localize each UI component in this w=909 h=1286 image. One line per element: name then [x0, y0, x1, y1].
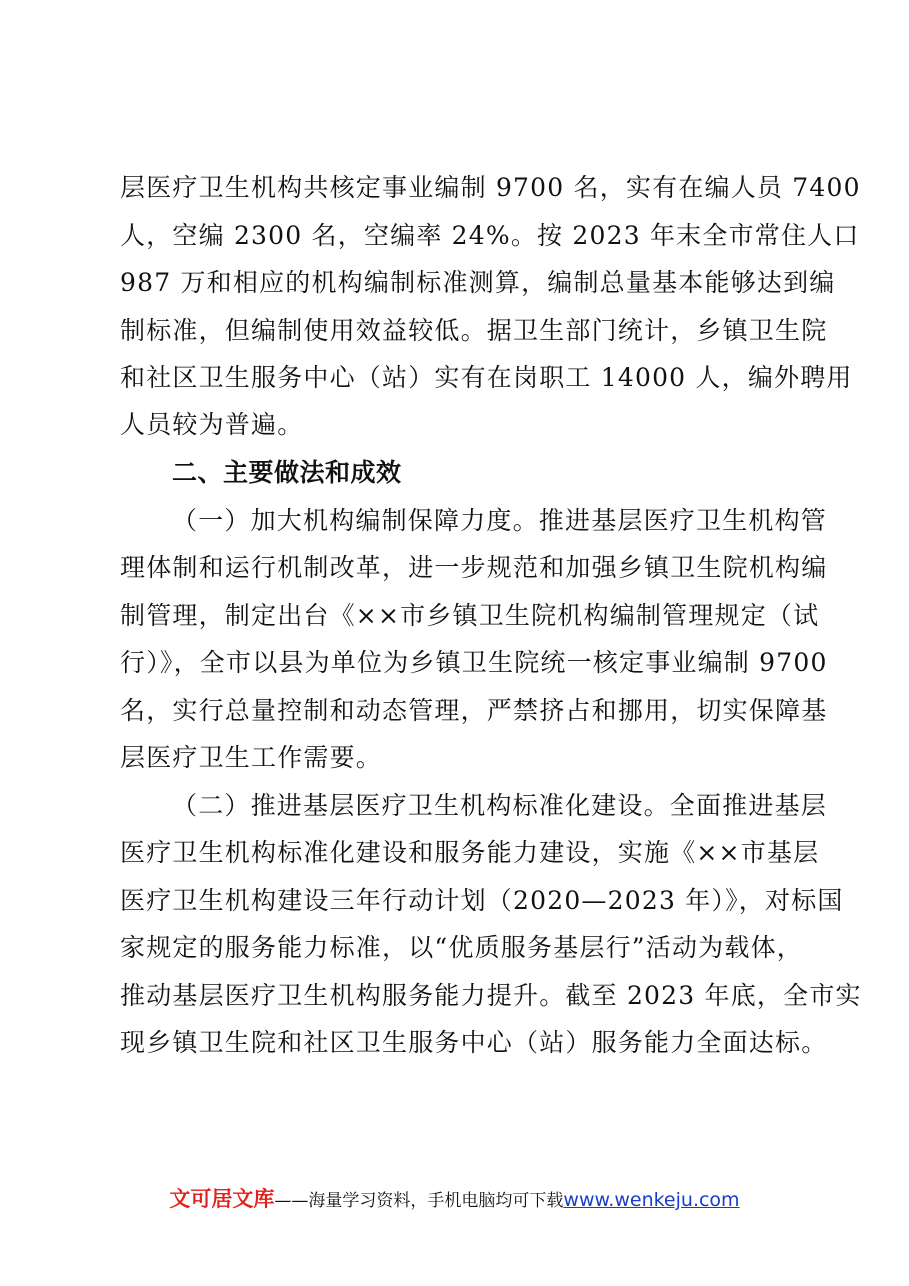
- footer-text: ——海量学习资料，手机电脑均可下载: [274, 1191, 564, 1211]
- body-line: （一）加大机构编制保障力度。推进基层医疗卫生机构管: [172, 506, 828, 535]
- body-line: 行）》，全市以县为单位为乡镇卫生院统一核定事业编制 9700: [120, 648, 828, 677]
- body-line: 人员较为普遍。: [120, 410, 304, 439]
- body-line: 制标准，但编制使用效益较低。据卫生部门统计，乡镇卫生院: [120, 316, 828, 345]
- body-line: 层医疗卫生工作需要。: [120, 743, 383, 772]
- footer: [0, 1183, 909, 1213]
- footer-url-link[interactable]: www.wenkeju.com: [563, 1189, 740, 1211]
- body-line: 现乡镇卫生院和社区卫生服务中心（站）服务能力全面达标。: [120, 1028, 828, 1057]
- footer-brand: 文可居文库: [169, 1187, 275, 1211]
- body-line: 和社区卫生服务中心（站）实有在岗职工 14000 人，编外聘用: [120, 363, 853, 392]
- body-line: 制管理，制定出台《××市乡镇卫生院机构编制管理规定（试: [120, 601, 820, 630]
- body-line: 987 万和相应的机构编制标准测算，编制总量基本能够达到编: [120, 268, 836, 297]
- body-line: （二）推进基层医疗卫生机构标准化建设。全面推进基层: [172, 791, 828, 820]
- body-line: 医疗卫生机构建设三年行动计划（2020—2023 年）》，对标国: [120, 886, 844, 915]
- body-line: 名，实行总量控制和动态管理，严禁挤占和挪用，切实保障基: [120, 696, 828, 725]
- body-line: 家规定的服务能力标准，以“优质服务基层行”活动为载体，: [120, 933, 803, 962]
- body-line: 人，空编 2300 名，空编率 24%。按 2023 年末全市常住人口: [120, 221, 860, 250]
- body-line: 医疗卫生机构标准化建设和服务能力建设，实施《××市基层: [120, 838, 820, 867]
- section-heading: 二、主要做法和成效: [172, 458, 402, 487]
- body-line: 推动基层医疗卫生机构服务能力提升。截至 2023 年底，全市实: [120, 981, 862, 1010]
- body-line: 层医疗卫生机构共核定事业编制 9700 名，实有在编人员 7400: [120, 173, 861, 202]
- body-line: 理体制和运行机制改革，进一步规范和加强乡镇卫生院机构编: [120, 553, 828, 582]
